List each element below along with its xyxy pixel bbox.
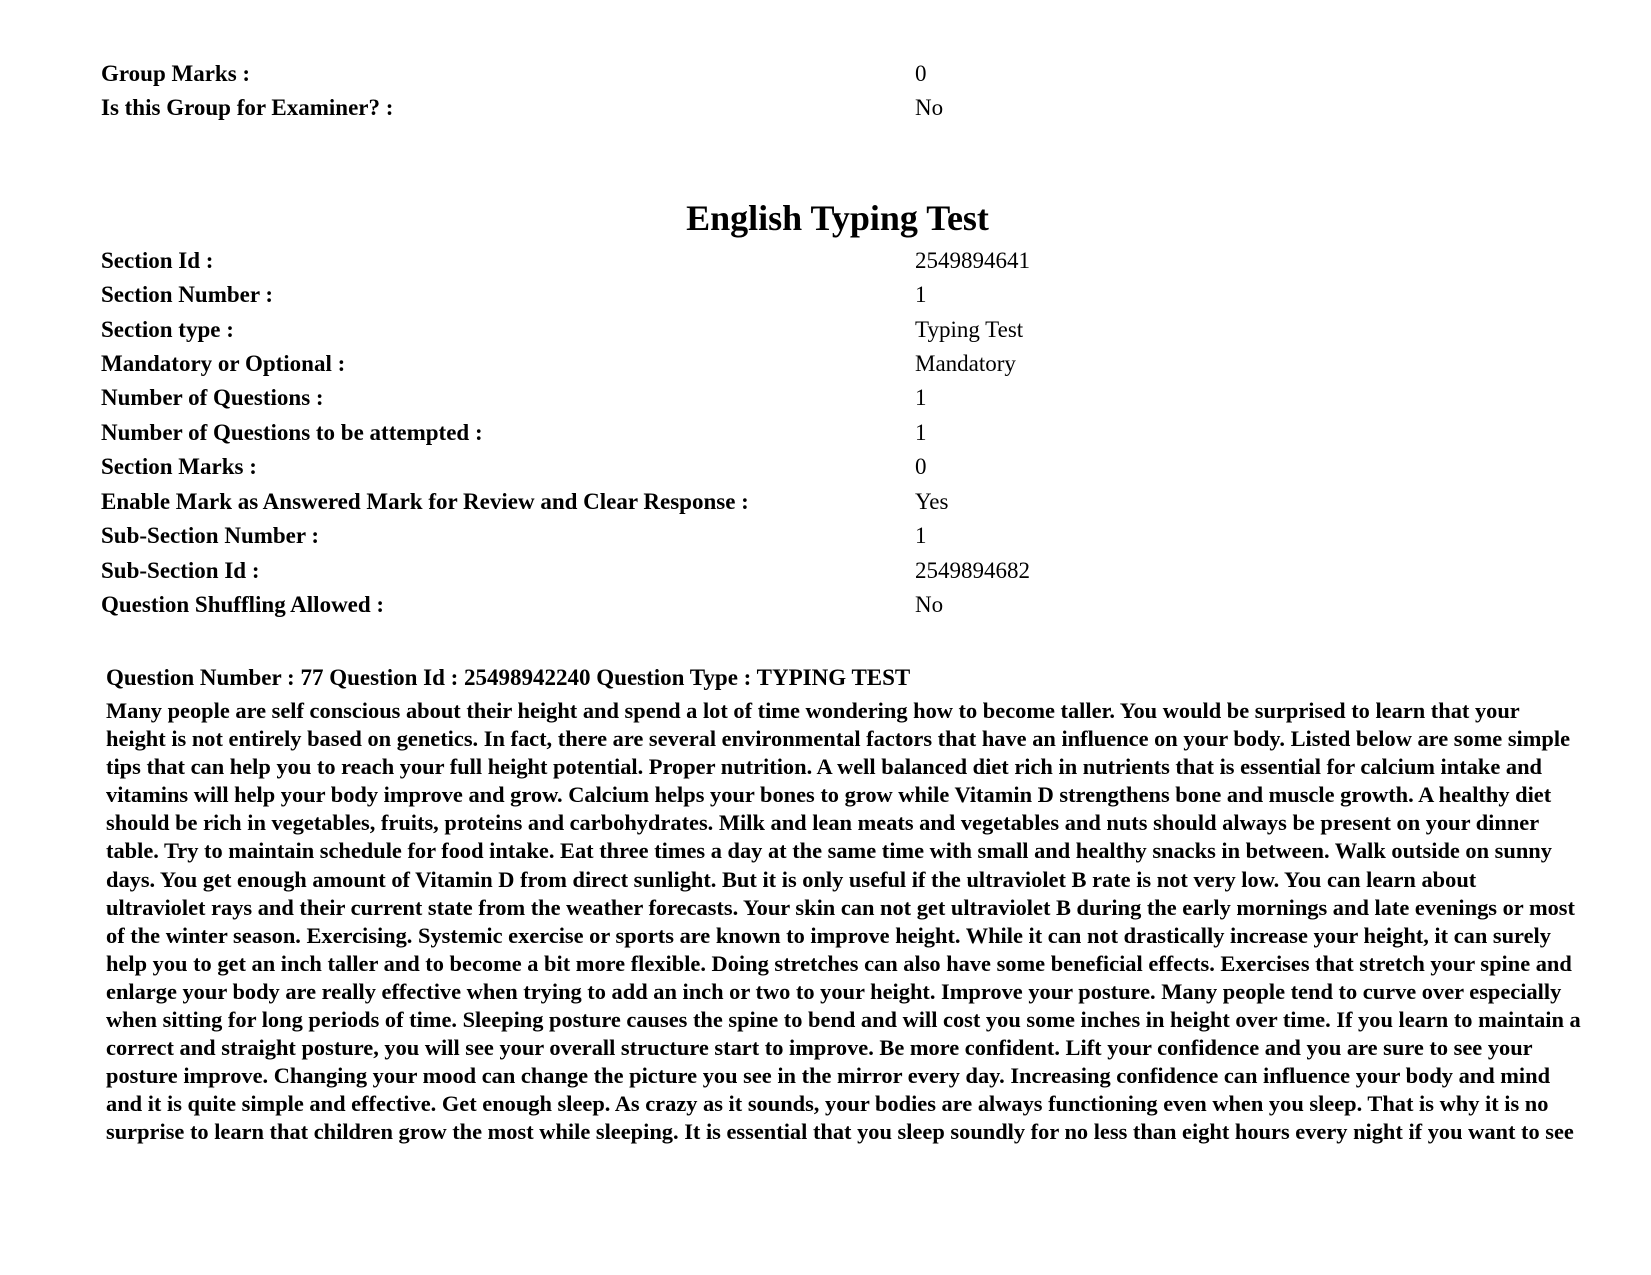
shuffling-row bbox=[101, 588, 1551, 622]
mark-review-value: Yes bbox=[915, 489, 949, 514]
section-type-row bbox=[101, 313, 1551, 347]
section-number-value: 1 bbox=[915, 282, 927, 307]
sub-section-id-label: Sub-Section Id : bbox=[101, 558, 260, 583]
questions-attempted-row bbox=[101, 416, 1551, 450]
section-marks-value: 0 bbox=[915, 454, 927, 479]
mandatory-label: Mandatory or Optional : bbox=[101, 351, 346, 376]
questions-attempted-value: 1 bbox=[915, 420, 927, 445]
mark-review-row bbox=[101, 485, 1551, 519]
shuffling-label: Question Shuffling Allowed : bbox=[101, 592, 385, 617]
section-marks-label: Section Marks : bbox=[101, 454, 257, 479]
group-examiner-value: No bbox=[915, 95, 944, 120]
group-marks-row bbox=[101, 57, 1551, 91]
sub-section-number-row bbox=[101, 519, 1551, 553]
questions-attempted-label: Number of Questions to be attempted : bbox=[101, 420, 483, 445]
group-examiner-label: Is this Group for Examiner? : bbox=[101, 95, 394, 120]
section-type-value: Typing Test bbox=[915, 316, 1024, 342]
section-title: English Typing Test bbox=[686, 198, 989, 238]
sub-section-number-label: Sub-Section Number : bbox=[101, 523, 320, 548]
section-number-row bbox=[101, 278, 1551, 312]
section-marks-row bbox=[101, 450, 1551, 484]
mandatory-row bbox=[101, 347, 1551, 381]
group-marks-value: 0 bbox=[915, 61, 927, 86]
mark-review-label: Enable Mark as Answered Mark for Review and Clear Response : bbox=[101, 489, 749, 514]
group-marks-label: Group Marks : bbox=[101, 61, 251, 86]
question-passage: Many people are self conscious about their height and spend a lot of time wondering how to become taller. You would be surprised to learn that your height is not entirely based on genetics. In fact, there are several environmental factors that have an influence on your body. Listed below are some simple tips that can help you to reach your full height potential. Proper nutrition. A well balanced diet rich in nutrients that is essential for calcium intake and vitamins will help your body improve and grow. Calcium helps your bones to grow while Vitamin D strengthens bone and muscle growth. A healthy diet should be rich in vegetables, fruits, proteins and carbohydrates. Milk and lean meats and vegetables and nuts should always be present on your dinner table. Try to maintain schedule for food intake. Eat three times a day at the same time with small and healthy snacks in between. Walk outside on sunny days. You get enough amount of Vitamin D from direct sunlight. But it is only useful if the ultraviolet B rate is not very low. You can learn about ultraviolet rays and their current state from the weather forecasts. Your skin can not get ultraviolet B during the early mornings and late evenings or most of the winter season. Exercising. Systemic exercise or sports are known to improve height. While it can not drastically increase your height, it can surely help you to get an inch taller and to become a bit more flexible. Doing stretches can also have some beneficial effects. Exercises that stretch your spine and enlarge your body are really effective when trying to add an inch or two to your height. Improve your posture. Many people tend to curve over especially when sitting for long periods of time. Sleeping posture causes the spine to bend and will cost you some inches in height over time. If you learn to maintain a correct and straight posture, you will see your overall structure start to improve. Be more confident. Lift your confidence and you are sure to see your posture improve. Changing your mood can change the picture you see in the mirror every day. Increasing confidence can influence your body and mind and it is quite simple and effective. Get enough sleep. As crazy as it sounds, your bodies are always functioning even when you sleep. That is why it is no surprise to learn that children grow the most while sleeping. It is essential that you sleep soundly for no less than eight hours every night if you want to see bbox=[106, 698, 1581, 1145]
question-header: Question Number : 77 Question Id : 25498942240 Question Type : TYPING TEST bbox=[106, 665, 911, 690]
section-id-label: Section Id : bbox=[101, 248, 214, 273]
number-of-questions-value: 1 bbox=[915, 385, 927, 410]
section-number-label: Section Number : bbox=[101, 282, 274, 307]
group-examiner-row bbox=[101, 91, 1551, 125]
number-of-questions-row bbox=[101, 381, 1551, 415]
sub-section-number-value: 1 bbox=[915, 523, 927, 548]
section-id-row bbox=[101, 244, 1551, 278]
section-type-label: Section type : bbox=[101, 316, 234, 342]
number-of-questions-label: Number of Questions : bbox=[101, 385, 324, 410]
sub-section-id-row bbox=[101, 554, 1551, 588]
sub-section-id-value: 2549894682 bbox=[915, 558, 1030, 583]
mandatory-value: Mandatory bbox=[915, 351, 1016, 376]
section-id-value: 2549894641 bbox=[915, 248, 1030, 273]
shuffling-value: No bbox=[915, 592, 944, 617]
